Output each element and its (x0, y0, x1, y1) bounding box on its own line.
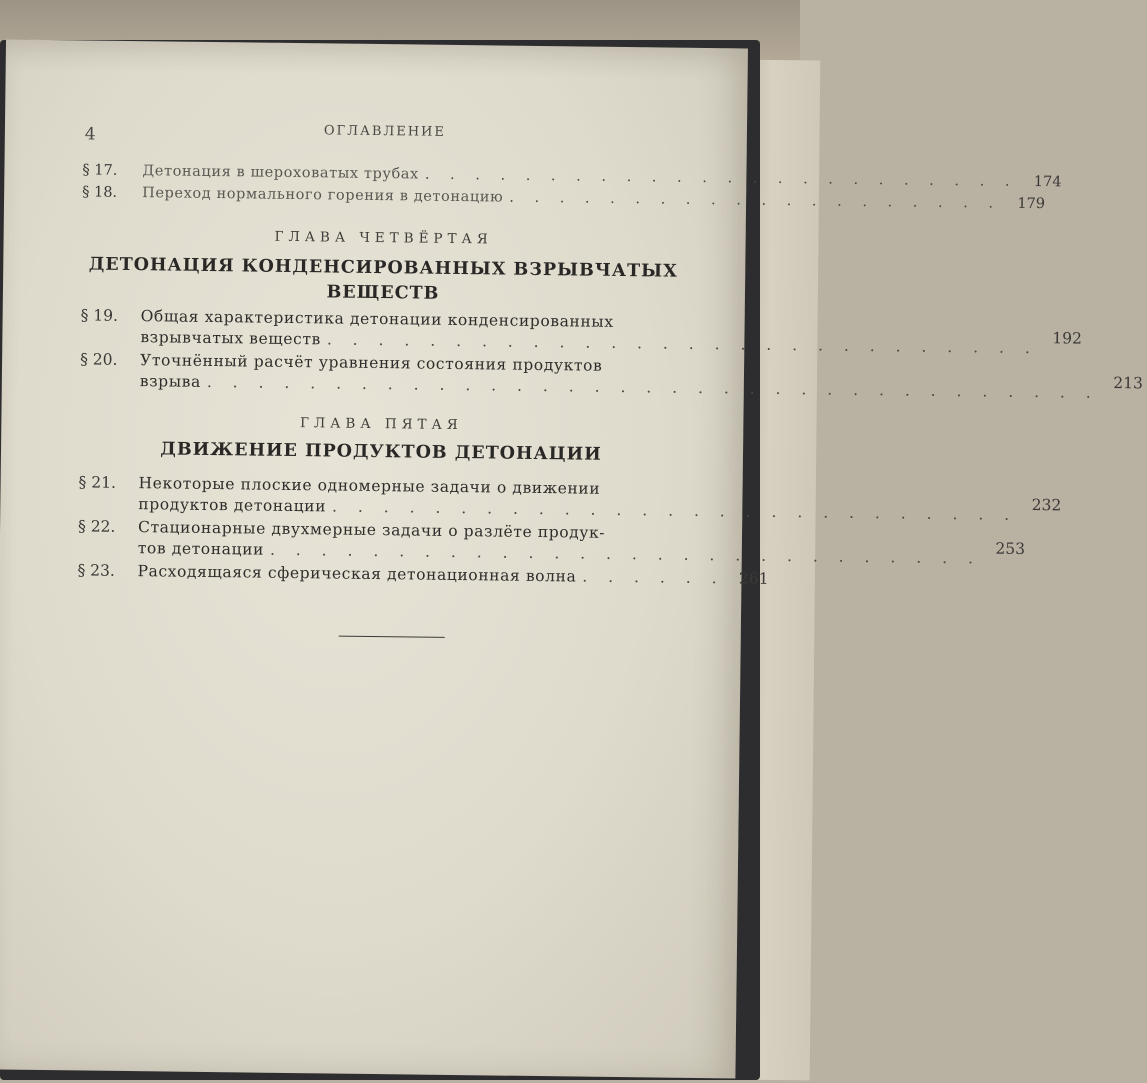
page-reference: 179 (1017, 195, 1046, 213)
leader-dots: . . . . . . (582, 567, 725, 588)
toc-entry-21 (78, 472, 1062, 524)
running-title: ОГЛАВЛЕНИЕ (323, 123, 447, 140)
chapter-title-line: ВЕЩЕСТВ (326, 282, 440, 304)
leader-dots: . . . . . . . . . . . . . . . . . . . . . . . . . . . . . . . . . . . (206, 372, 1099, 402)
page-reference: 213 (1113, 374, 1144, 393)
end-rule (339, 636, 445, 638)
leader-dots: . . . . . . . . . . . . . . . . . . . . . . . . . . . . (326, 330, 1038, 358)
section-title: Стационарные двухмерные задачи о разлёте продук- (137, 518, 606, 542)
toc-entry-20 (80, 349, 1144, 402)
page-number: 4 (84, 124, 96, 145)
section-number: § 23. (77, 561, 115, 580)
section-number: § 22. (77, 517, 116, 536)
page-reference: 261 (738, 569, 769, 588)
section-title-continued: продуктов детонации (138, 495, 327, 516)
leader-dots: . . . . . . . . . . . . . . . . . . . . . . . . (424, 166, 1018, 190)
section-title: Уточнённый расчёт уравнения состояния продуктов (140, 351, 603, 375)
leader-dots: . . . . . . . . . . . . . . . . . . . . (509, 189, 1002, 212)
section-title: Расходящаяся сферическая детонационная волна (137, 562, 577, 586)
chapter-title-line: ДЕТОНАЦИЯ КОНДЕНСИРОВАННЫХ ВЗРЫВЧАТЫХ (88, 254, 678, 282)
section-title: Переход нормального горения в детонацию (142, 185, 504, 206)
page-reference: 253 (995, 539, 1026, 558)
chapter-label: ГЛАВА ПЯТАЯ (299, 415, 463, 434)
chapter-title: ДВИЖЕНИЕ ПРОДУКТОВ ДЕТОНАЦИИ (160, 439, 602, 465)
toc-entry-22 (77, 516, 1026, 568)
section-title: Некоторые плоские одномерные задачи о движении (138, 474, 601, 498)
section-number: § 21. (78, 473, 117, 492)
section-number: § 18. (82, 184, 118, 201)
section-title: Детонация в шероховатых трубах (142, 163, 419, 183)
page-reference: 174 (1033, 174, 1062, 191)
section-number: § 20. (80, 350, 118, 369)
leader-dots: . . . . . . . . . . . . . . . . . . . . . . . . . . . . (269, 540, 982, 568)
section-title-continued: тов детонации (137, 539, 265, 559)
running-head (85, 118, 685, 149)
page-reference: 232 (1031, 496, 1062, 515)
page-reference: 192 (1052, 329, 1083, 348)
section-number: § 17. (82, 162, 118, 179)
leader-dots: . . . . . . . . . . . . . . . . . . . . . . . . . . . (331, 497, 1018, 524)
section-title: Общая характеристика детонации конденсированных (140, 307, 614, 331)
chapter-title (81, 252, 686, 309)
book-page (0, 39, 1144, 1078)
section-title-continued: взрывчатых веществ (140, 328, 321, 349)
section-title-continued: взрыва (139, 372, 201, 391)
section-number: § 19. (80, 306, 119, 325)
chapter-label: ГЛАВА ЧЕТВЁРТАЯ (274, 228, 493, 248)
toc-entry-19 (80, 305, 1083, 358)
